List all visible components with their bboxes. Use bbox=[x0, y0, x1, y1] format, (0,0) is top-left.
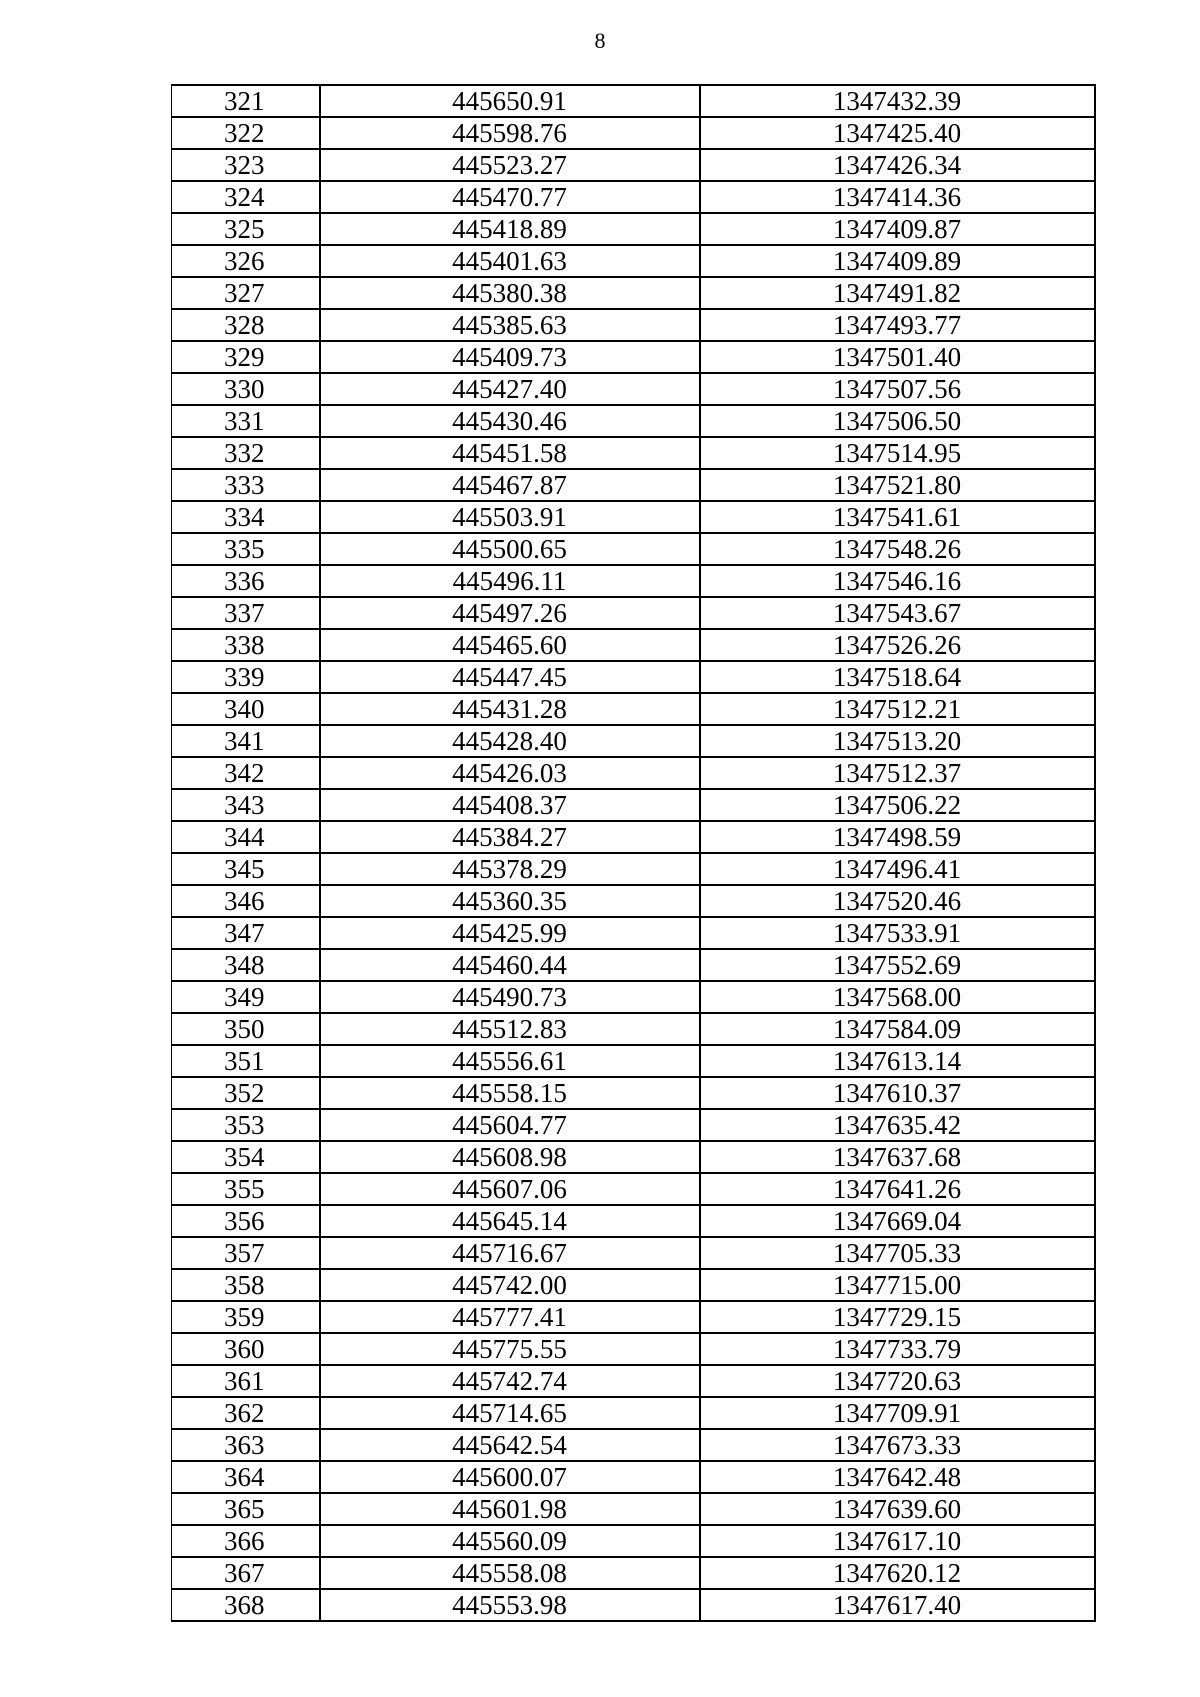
table-row bbox=[172, 373, 1095, 405]
table-row bbox=[172, 1525, 1095, 1557]
table-row bbox=[172, 853, 1095, 885]
point-number-cell: 322 bbox=[172, 117, 320, 149]
table-row bbox=[172, 1461, 1095, 1493]
y-coordinate-cell: 1347584.09 bbox=[700, 1013, 1095, 1045]
point-number-cell: 323 bbox=[172, 149, 320, 181]
point-number-cell: 332 bbox=[172, 437, 320, 469]
point-number-cell: 368 bbox=[172, 1589, 320, 1621]
point-number-cell: 328 bbox=[172, 309, 320, 341]
point-number-cell: 365 bbox=[172, 1493, 320, 1525]
coordinates-table bbox=[171, 84, 1096, 1622]
point-number-cell: 326 bbox=[172, 245, 320, 277]
table-row bbox=[172, 1205, 1095, 1237]
point-number-cell: 321 bbox=[172, 85, 320, 117]
y-coordinate-cell: 1347491.82 bbox=[700, 277, 1095, 309]
table-row bbox=[172, 469, 1095, 501]
x-coordinate-cell: 445742.00 bbox=[320, 1269, 700, 1301]
point-number-cell: 355 bbox=[172, 1173, 320, 1205]
table-row bbox=[172, 85, 1095, 117]
x-coordinate-cell: 445500.65 bbox=[320, 533, 700, 565]
y-coordinate-cell: 1347641.26 bbox=[700, 1173, 1095, 1205]
x-coordinate-cell: 445607.06 bbox=[320, 1173, 700, 1205]
x-coordinate-cell: 445523.27 bbox=[320, 149, 700, 181]
y-coordinate-cell: 1347705.33 bbox=[700, 1237, 1095, 1269]
y-coordinate-cell: 1347501.40 bbox=[700, 341, 1095, 373]
x-coordinate-cell: 445608.98 bbox=[320, 1141, 700, 1173]
x-coordinate-cell: 445409.73 bbox=[320, 341, 700, 373]
y-coordinate-cell: 1347521.80 bbox=[700, 469, 1095, 501]
y-coordinate-cell: 1347526.26 bbox=[700, 629, 1095, 661]
y-coordinate-cell: 1347620.12 bbox=[700, 1557, 1095, 1589]
table-row bbox=[172, 181, 1095, 213]
point-number-cell: 366 bbox=[172, 1525, 320, 1557]
y-coordinate-cell: 1347425.40 bbox=[700, 117, 1095, 149]
table-row bbox=[172, 309, 1095, 341]
point-number-cell: 354 bbox=[172, 1141, 320, 1173]
y-coordinate-cell: 1347546.16 bbox=[700, 565, 1095, 597]
y-coordinate-cell: 1347493.77 bbox=[700, 309, 1095, 341]
table-row bbox=[172, 885, 1095, 917]
x-coordinate-cell: 445496.11 bbox=[320, 565, 700, 597]
table-row bbox=[172, 917, 1095, 949]
x-coordinate-cell: 445556.61 bbox=[320, 1045, 700, 1077]
x-coordinate-cell: 445716.67 bbox=[320, 1237, 700, 1269]
y-coordinate-cell: 1347637.68 bbox=[700, 1141, 1095, 1173]
point-number-cell: 340 bbox=[172, 693, 320, 725]
point-number-cell: 351 bbox=[172, 1045, 320, 1077]
x-coordinate-cell: 445601.98 bbox=[320, 1493, 700, 1525]
point-number-cell: 358 bbox=[172, 1269, 320, 1301]
point-number-cell: 349 bbox=[172, 981, 320, 1013]
point-number-cell: 344 bbox=[172, 821, 320, 853]
table-row bbox=[172, 277, 1095, 309]
x-coordinate-cell: 445385.63 bbox=[320, 309, 700, 341]
point-number-cell: 341 bbox=[172, 725, 320, 757]
y-coordinate-cell: 1347617.40 bbox=[700, 1589, 1095, 1621]
table-row bbox=[172, 501, 1095, 533]
point-number-cell: 362 bbox=[172, 1397, 320, 1429]
point-number-cell: 327 bbox=[172, 277, 320, 309]
point-number-cell: 361 bbox=[172, 1365, 320, 1397]
point-number-cell: 337 bbox=[172, 597, 320, 629]
x-coordinate-cell: 445604.77 bbox=[320, 1109, 700, 1141]
y-coordinate-cell: 1347715.00 bbox=[700, 1269, 1095, 1301]
table-row bbox=[172, 1333, 1095, 1365]
point-number-cell: 336 bbox=[172, 565, 320, 597]
y-coordinate-cell: 1347610.37 bbox=[700, 1077, 1095, 1109]
y-coordinate-cell: 1347512.37 bbox=[700, 757, 1095, 789]
point-number-cell: 330 bbox=[172, 373, 320, 405]
y-coordinate-cell: 1347733.79 bbox=[700, 1333, 1095, 1365]
point-number-cell: 359 bbox=[172, 1301, 320, 1333]
table-row bbox=[172, 1173, 1095, 1205]
y-coordinate-cell: 1347613.14 bbox=[700, 1045, 1095, 1077]
table-row bbox=[172, 341, 1095, 373]
x-coordinate-cell: 445465.60 bbox=[320, 629, 700, 661]
x-coordinate-cell: 445598.76 bbox=[320, 117, 700, 149]
y-coordinate-cell: 1347533.91 bbox=[700, 917, 1095, 949]
x-coordinate-cell: 445742.74 bbox=[320, 1365, 700, 1397]
point-number-cell: 353 bbox=[172, 1109, 320, 1141]
table-row bbox=[172, 437, 1095, 469]
y-coordinate-cell: 1347642.48 bbox=[700, 1461, 1095, 1493]
y-coordinate-cell: 1347729.15 bbox=[700, 1301, 1095, 1333]
x-coordinate-cell: 445425.99 bbox=[320, 917, 700, 949]
point-number-cell: 324 bbox=[172, 181, 320, 213]
page-number: 8 bbox=[594, 28, 606, 53]
coordinates-table-body bbox=[172, 85, 1095, 1621]
x-coordinate-cell: 445650.91 bbox=[320, 85, 700, 117]
y-coordinate-cell: 1347568.00 bbox=[700, 981, 1095, 1013]
point-number-cell: 331 bbox=[172, 405, 320, 437]
x-coordinate-cell: 445512.83 bbox=[320, 1013, 700, 1045]
x-coordinate-cell: 445777.41 bbox=[320, 1301, 700, 1333]
point-number-cell: 335 bbox=[172, 533, 320, 565]
x-coordinate-cell: 445714.65 bbox=[320, 1397, 700, 1429]
point-number-cell: 360 bbox=[172, 1333, 320, 1365]
table-row bbox=[172, 1141, 1095, 1173]
y-coordinate-cell: 1347720.63 bbox=[700, 1365, 1095, 1397]
x-coordinate-cell: 445558.08 bbox=[320, 1557, 700, 1589]
y-coordinate-cell: 1347409.87 bbox=[700, 213, 1095, 245]
x-coordinate-cell: 445470.77 bbox=[320, 181, 700, 213]
y-coordinate-cell: 1347617.10 bbox=[700, 1525, 1095, 1557]
x-coordinate-cell: 445431.28 bbox=[320, 693, 700, 725]
table-row bbox=[172, 789, 1095, 821]
point-number-cell: 329 bbox=[172, 341, 320, 373]
point-number-cell: 367 bbox=[172, 1557, 320, 1589]
x-coordinate-cell: 445467.87 bbox=[320, 469, 700, 501]
table-row bbox=[172, 693, 1095, 725]
y-coordinate-cell: 1347506.22 bbox=[700, 789, 1095, 821]
y-coordinate-cell: 1347426.34 bbox=[700, 149, 1095, 181]
x-coordinate-cell: 445447.45 bbox=[320, 661, 700, 693]
table-row bbox=[172, 757, 1095, 789]
x-coordinate-cell: 445645.14 bbox=[320, 1205, 700, 1237]
point-number-cell: 346 bbox=[172, 885, 320, 917]
y-coordinate-cell: 1347639.60 bbox=[700, 1493, 1095, 1525]
x-coordinate-cell: 445497.26 bbox=[320, 597, 700, 629]
table-row bbox=[172, 661, 1095, 693]
y-coordinate-cell: 1347709.91 bbox=[700, 1397, 1095, 1429]
x-coordinate-cell: 445642.54 bbox=[320, 1429, 700, 1461]
x-coordinate-cell: 445490.73 bbox=[320, 981, 700, 1013]
x-coordinate-cell: 445380.38 bbox=[320, 277, 700, 309]
x-coordinate-cell: 445427.40 bbox=[320, 373, 700, 405]
table-row bbox=[172, 1301, 1095, 1333]
table-row bbox=[172, 981, 1095, 1013]
x-coordinate-cell: 445560.09 bbox=[320, 1525, 700, 1557]
table-row bbox=[172, 117, 1095, 149]
point-number-cell: 352 bbox=[172, 1077, 320, 1109]
x-coordinate-cell: 445360.35 bbox=[320, 885, 700, 917]
x-coordinate-cell: 445503.91 bbox=[320, 501, 700, 533]
y-coordinate-cell: 1347498.59 bbox=[700, 821, 1095, 853]
table-row bbox=[172, 213, 1095, 245]
x-coordinate-cell: 445384.27 bbox=[320, 821, 700, 853]
x-coordinate-cell: 445428.40 bbox=[320, 725, 700, 757]
table-row bbox=[172, 1269, 1095, 1301]
y-coordinate-cell: 1347635.42 bbox=[700, 1109, 1095, 1141]
table-row bbox=[172, 629, 1095, 661]
x-coordinate-cell: 445430.46 bbox=[320, 405, 700, 437]
table-row bbox=[172, 1237, 1095, 1269]
point-number-cell: 357 bbox=[172, 1237, 320, 1269]
x-coordinate-cell: 445408.37 bbox=[320, 789, 700, 821]
table-row bbox=[172, 1045, 1095, 1077]
table-row bbox=[172, 949, 1095, 981]
point-number-cell: 364 bbox=[172, 1461, 320, 1493]
y-coordinate-cell: 1347506.50 bbox=[700, 405, 1095, 437]
x-coordinate-cell: 445418.89 bbox=[320, 213, 700, 245]
point-number-cell: 333 bbox=[172, 469, 320, 501]
table-row bbox=[172, 1429, 1095, 1461]
point-number-cell: 350 bbox=[172, 1013, 320, 1045]
y-coordinate-cell: 1347512.21 bbox=[700, 693, 1095, 725]
point-number-cell: 347 bbox=[172, 917, 320, 949]
point-number-cell: 345 bbox=[172, 853, 320, 885]
table-row bbox=[172, 405, 1095, 437]
table-row bbox=[172, 1493, 1095, 1525]
table-row bbox=[172, 725, 1095, 757]
x-coordinate-cell: 445558.15 bbox=[320, 1077, 700, 1109]
y-coordinate-cell: 1347552.69 bbox=[700, 949, 1095, 981]
point-number-cell: 325 bbox=[172, 213, 320, 245]
point-number-cell: 363 bbox=[172, 1429, 320, 1461]
y-coordinate-cell: 1347514.95 bbox=[700, 437, 1095, 469]
table-row bbox=[172, 245, 1095, 277]
table-row bbox=[172, 1589, 1095, 1621]
y-coordinate-cell: 1347496.41 bbox=[700, 853, 1095, 885]
y-coordinate-cell: 1347548.26 bbox=[700, 533, 1095, 565]
table-row bbox=[172, 1365, 1095, 1397]
table-row bbox=[172, 1109, 1095, 1141]
x-coordinate-cell: 445775.55 bbox=[320, 1333, 700, 1365]
y-coordinate-cell: 1347541.61 bbox=[700, 501, 1095, 533]
y-coordinate-cell: 1347414.36 bbox=[700, 181, 1095, 213]
table-row bbox=[172, 821, 1095, 853]
y-coordinate-cell: 1347518.64 bbox=[700, 661, 1095, 693]
table-row bbox=[172, 533, 1095, 565]
point-number-cell: 348 bbox=[172, 949, 320, 981]
table-row bbox=[172, 1013, 1095, 1045]
x-coordinate-cell: 445600.07 bbox=[320, 1461, 700, 1493]
point-number-cell: 343 bbox=[172, 789, 320, 821]
point-number-cell: 338 bbox=[172, 629, 320, 661]
y-coordinate-cell: 1347543.67 bbox=[700, 597, 1095, 629]
table-row bbox=[172, 597, 1095, 629]
table-row bbox=[172, 1077, 1095, 1109]
table-row bbox=[172, 1557, 1095, 1589]
x-coordinate-cell: 445401.63 bbox=[320, 245, 700, 277]
y-coordinate-cell: 1347673.33 bbox=[700, 1429, 1095, 1461]
x-coordinate-cell: 445378.29 bbox=[320, 853, 700, 885]
table-row bbox=[172, 565, 1095, 597]
y-coordinate-cell: 1347432.39 bbox=[700, 85, 1095, 117]
x-coordinate-cell: 445460.44 bbox=[320, 949, 700, 981]
y-coordinate-cell: 1347669.04 bbox=[700, 1205, 1095, 1237]
point-number-cell: 356 bbox=[172, 1205, 320, 1237]
x-coordinate-cell: 445451.58 bbox=[320, 437, 700, 469]
y-coordinate-cell: 1347409.89 bbox=[700, 245, 1095, 277]
x-coordinate-cell: 445426.03 bbox=[320, 757, 700, 789]
y-coordinate-cell: 1347513.20 bbox=[700, 725, 1095, 757]
point-number-cell: 342 bbox=[172, 757, 320, 789]
point-number-cell: 334 bbox=[172, 501, 320, 533]
table-row bbox=[172, 1397, 1095, 1429]
y-coordinate-cell: 1347507.56 bbox=[700, 373, 1095, 405]
point-number-cell: 339 bbox=[172, 661, 320, 693]
y-coordinate-cell: 1347520.46 bbox=[700, 885, 1095, 917]
x-coordinate-cell: 445553.98 bbox=[320, 1589, 700, 1621]
table-row bbox=[172, 149, 1095, 181]
